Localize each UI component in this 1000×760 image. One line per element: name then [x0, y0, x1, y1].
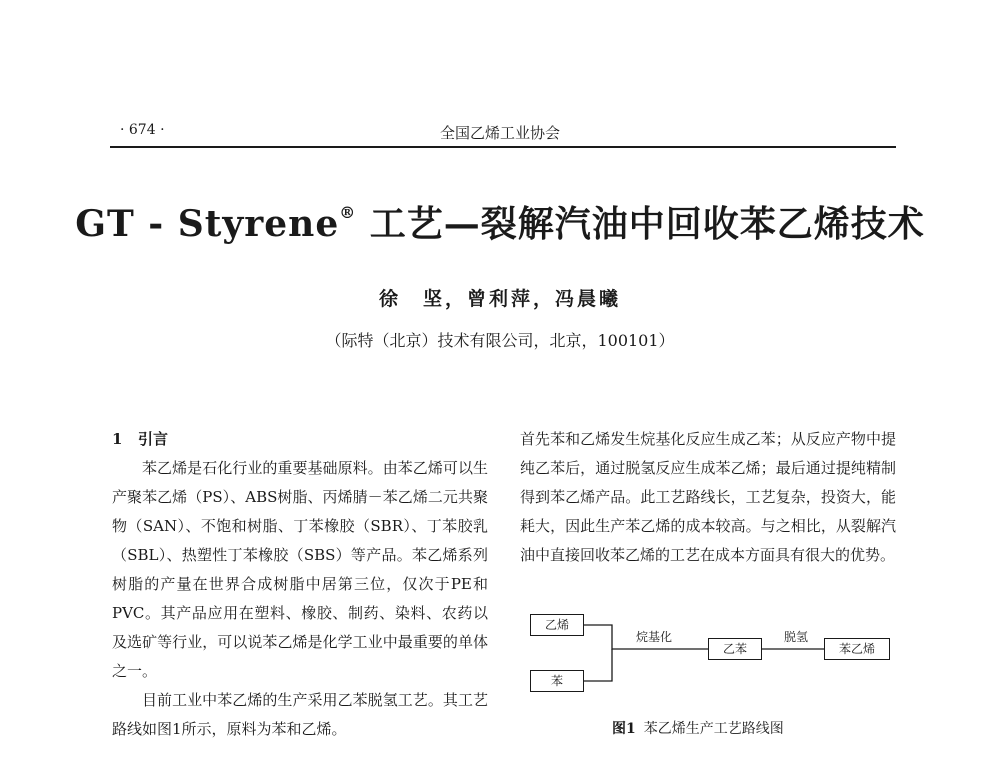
figure-caption-text: 苯乙烯生产工艺路线图: [643, 721, 784, 737]
title-rest: 工艺—裂解汽油中回收苯乙烯技术: [356, 203, 925, 245]
right-column: [520, 425, 896, 570]
section-heading: [112, 425, 488, 454]
ethylbenzene-box: 乙苯: [708, 638, 762, 660]
figure-number: 图1: [612, 721, 636, 737]
paragraph-2: 目前工业中苯乙烯的生产采用乙苯脱氢工艺。其工艺路线如图1所示，原料为苯和乙烯。: [112, 691, 488, 738]
section-title: 引言: [138, 430, 169, 448]
alkylation-label: 烷基化: [636, 630, 673, 644]
left-column: [112, 425, 488, 744]
article-title: [60, 196, 940, 247]
header-rule: [110, 146, 896, 148]
styrene-box: 苯乙烯: [824, 638, 890, 660]
running-head: 全国乙烯工业协会: [439, 124, 560, 142]
authors: 徐 坚，曾利萍，冯晨曦: [378, 288, 621, 310]
affiliation: （际特（北京）技术有限公司，北京，100101）: [325, 331, 675, 350]
paragraph-3: 首先苯和乙烯发生烷基化反应生成乙苯；从反应产物中提纯乙苯后，通过脱氢反应生成苯乙烯；最后通过提纯精制得到苯乙烯产品。此工艺路线长，工艺复杂，投资大，能耗大，因此生产苯乙烯的成本较高。与之相比，从裂解汽油中直接回收苯乙烯的工艺在成本方面具有很大的优势。: [520, 430, 896, 564]
paragraph-1: 苯乙烯是石化行业的重要基础原料。由苯乙烯可以生产聚苯乙烯（PS）、ABS树脂、丙烯腈－苯乙烯二元共聚物（SAN）、不饱和树脂、丁苯橡胶（SBR）、丁苯胶乳（SBL）、热塑性丁苯橡胶（SBS）等产品。苯乙烯系列树脂的产量在世界合成树脂中居第三位，仅次于PE和PVC。其产品应用在塑料、橡胶、制药、染料、农药以及选矿等行业，可以说苯乙烯是化学工业中最重要的单体之一。: [112, 459, 488, 680]
registered-mark: ®: [339, 203, 357, 222]
ethylene-box: 乙烯: [530, 614, 584, 636]
benzene-box: 苯: [530, 670, 584, 692]
section-number: 1: [112, 430, 123, 448]
figure-caption: [612, 718, 784, 738]
page-number: · 674 ·: [120, 122, 165, 138]
process-flow-diagram: [528, 608, 898, 708]
title-prefix: GT - Styrene: [75, 203, 340, 245]
dehydrogenation-label: 脱氢: [784, 630, 809, 644]
